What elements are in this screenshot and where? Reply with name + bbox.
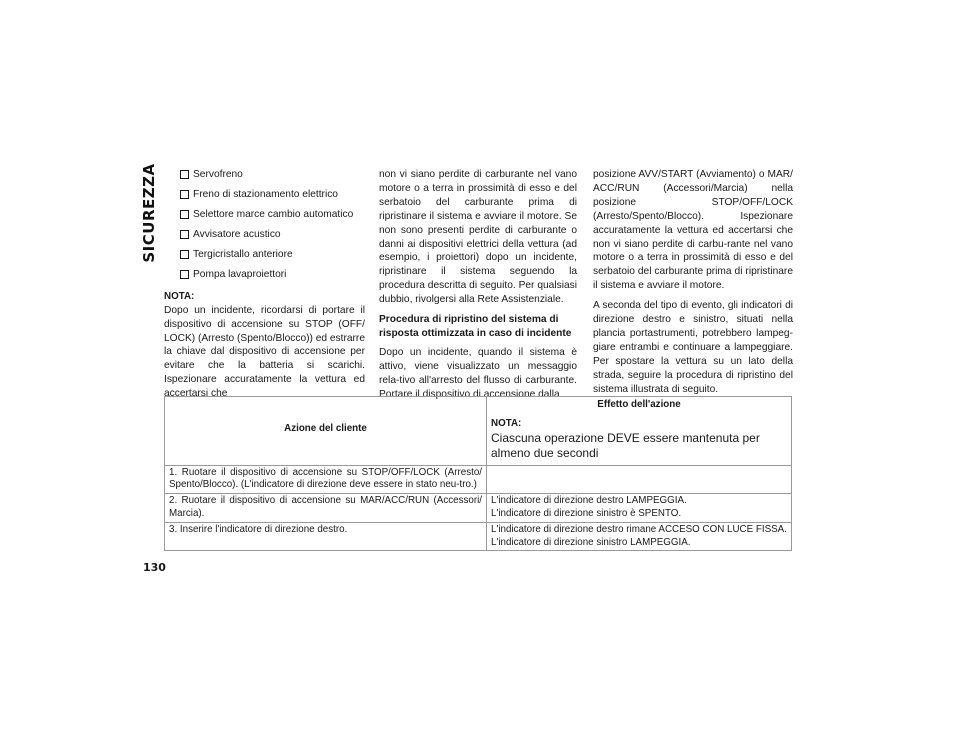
header-note-label: NOTA:	[491, 417, 522, 429]
checklist-item: Pompa lavaproiettori	[180, 268, 365, 282]
effect-cell	[487, 522, 792, 551]
header-customer-action: Azione del cliente	[165, 397, 487, 466]
table-header-row	[165, 397, 792, 466]
reset-procedure-table	[164, 396, 792, 551]
action-cell: 3. Inserire l'indicatore di direzione destro.	[165, 522, 487, 551]
paragraph: A seconda del tipo di evento, gli indicatori di direzione destro e sinistro, situati nella plancia portastrumenti, potrebbero lampeg-giare entrambi e continuare a lampeggiare. Per spostare la vettura su un lato della strada, seguire la procedura di ripristino del sistema illustrata di seguito.	[593, 300, 793, 395]
effect-line: L'indicatore di direzione destro rimane ACCESO CON LUCE FISSA.	[491, 523, 787, 535]
checklist-item: Tergicristallo anteriore	[180, 248, 365, 262]
effect-line: L'indicatore di direzione destro LAMPEGGIA.	[491, 495, 687, 507]
section-title-tab	[139, 163, 159, 263]
action-cell: 2. Ruotare il dispositivo di accensione su MAR/ACC/RUN (Accessori/ Marcia).	[165, 494, 487, 523]
checklist-item: Servofreno	[180, 168, 365, 182]
checklist-item: Avvisatore acustico	[180, 228, 365, 242]
checkbox-icon	[180, 270, 189, 279]
table-row	[165, 494, 792, 523]
checkbox-icon	[180, 190, 189, 199]
effect-cell	[487, 494, 792, 523]
checkbox-icon	[180, 230, 189, 239]
checklist-item: Freno di stazionamento elettrico	[180, 188, 365, 202]
action-cell: 1. Ruotare il dispositivo di accensione su STOP/OFF/LOCK (Arresto/ Spento/Blocco). (L'indicatore di direzione deve essere in stato neu-tro.)	[165, 465, 487, 494]
header-action-effect	[487, 397, 792, 466]
paragraph: non vi siano perdite di carburante nel vano motore o a terra in prossimità di esso e del serbatoio del carburante prima di ripristinare il sistema e avviare il motore. Se non sono presenti perdite di carburante o danni ai dispositivi elettrici della vettura (ad esempio, i proiettori) dopo un incidente, ripristinare il sistema seguendo la procedura descritta di seguito. Per qualsiasi dubbio, rivolgersi alla Rete Assistenziale.	[379, 169, 577, 306]
paragraph: posizione AVV/START (Avviamento) o MAR/ ACC/RUN (Accessori/Marcia) nella posizione STOP/OFF/LOCK (Arresto/Spento/Blocco). Ispezionare accuratamente la vettura ed accertarsi che non vi siano perdite di carbu-rante nel vano motore o a terra in prossimità di esso e del serbatoio del carburante prima di ripristinare il sistema e avviare il motore.	[593, 169, 793, 292]
table-row	[165, 522, 792, 551]
note-label: NOTA:	[164, 290, 195, 302]
checkbox-icon	[180, 210, 189, 219]
checkbox-icon	[180, 170, 189, 179]
note-text: Dopo un incidente, ricordarsi di portare il dispositivo di accensione su STOP (OFF/ LOCK) (Arresto (Spento/Blocco)) ed estrarre la chiave dal dispositivo di accensione per evitare che la batteria si scarichi. Ispezionare accuratamente la vettura ed accertarsi che	[164, 304, 365, 400]
procedure-heading: Procedura di ripristino del sistema di risposta ottimizzata in caso di incidente	[379, 314, 572, 339]
effect-line: L'indicatore di direzione sinistro LAMPEGGIA.	[491, 536, 691, 548]
section-title: SICUREZZA	[140, 163, 158, 263]
table-row	[165, 465, 792, 494]
header-effect-title: Effetto dell'azione	[597, 399, 681, 410]
text-column-1	[164, 168, 365, 407]
effect-cell	[487, 465, 792, 494]
component-checklist	[164, 168, 365, 282]
text-column-3	[593, 168, 793, 403]
effect-line: L'indicatore di direzione sinistro è SPENTO.	[491, 507, 682, 519]
text-column-2	[379, 168, 577, 408]
checklist-item: Selettore marce cambio automatico	[180, 208, 365, 222]
paragraph: Dopo un incidente, quando il sistema è attivo, viene visualizzato un messaggio rela-tivo all'arresto del flusso di carburante. Portare il dispositivo di accensione dalla	[379, 347, 577, 400]
checkbox-icon	[180, 250, 189, 259]
header-note-text: Ciascuna operazione DEVE essere mantenuta per almeno due secondi	[491, 430, 760, 460]
page-number: 130	[143, 561, 166, 574]
